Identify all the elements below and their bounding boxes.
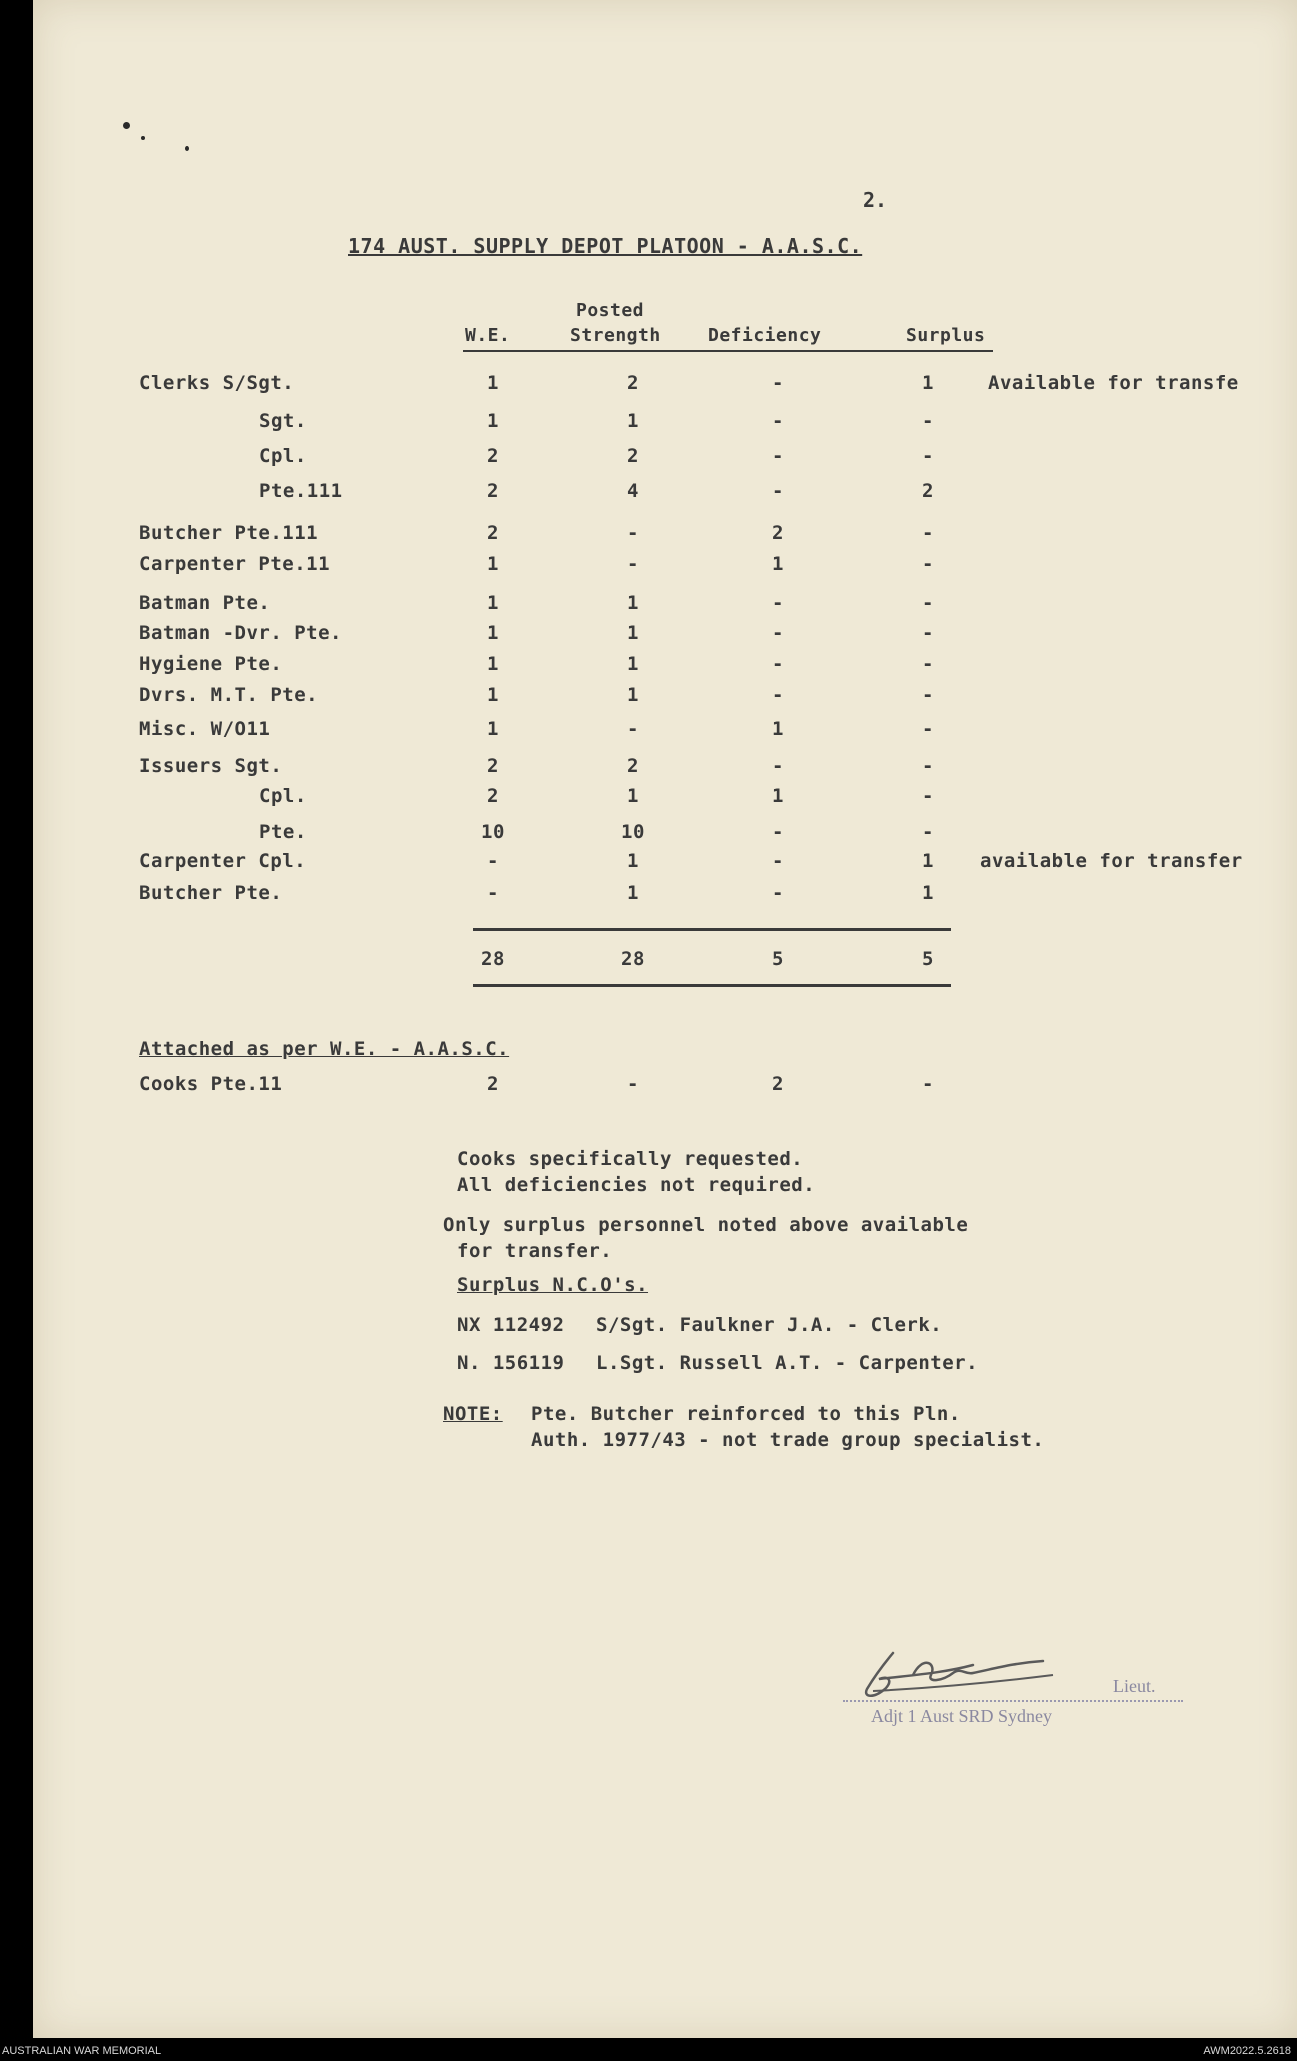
row-deficiency: 1 xyxy=(772,785,784,807)
row-we: - xyxy=(487,882,499,904)
row-label: Butcher Pte. xyxy=(139,882,283,904)
row-posted: 1 xyxy=(627,653,639,675)
row-surplus: - xyxy=(922,755,934,777)
header-we: W.E. xyxy=(465,325,511,346)
row-surplus: - xyxy=(922,684,934,706)
row-we: 2 xyxy=(487,755,499,777)
totals-top-rule xyxy=(473,928,951,931)
row-deficiency: - xyxy=(772,410,784,432)
row-we: 2 xyxy=(487,480,499,502)
row-posted: 1 xyxy=(627,785,639,807)
row-we: 1 xyxy=(487,592,499,614)
row-deficiency: - xyxy=(772,480,784,502)
row-deficiency: - xyxy=(772,684,784,706)
row-label: Sgt. xyxy=(259,410,307,432)
row-surplus: - xyxy=(922,718,934,740)
attached-we: 2 xyxy=(487,1073,499,1095)
row-posted: 2 xyxy=(627,372,639,394)
attached-surplus: - xyxy=(922,1073,934,1095)
row-label: Batman Pte. xyxy=(139,592,271,614)
nco1-number: NX 112492 xyxy=(457,1314,565,1336)
row-surplus: - xyxy=(922,653,934,675)
row-deficiency: - xyxy=(772,821,784,843)
row-we: - xyxy=(487,850,499,872)
handwritten-signature xyxy=(853,1645,1133,1705)
row-surplus: - xyxy=(922,522,934,544)
row-label: Carpenter Cpl. xyxy=(139,850,307,872)
note-surplus-line2: for transfer. xyxy=(457,1240,613,1262)
attached-posted: - xyxy=(627,1073,639,1095)
row-surplus: - xyxy=(922,821,934,843)
ink-speck xyxy=(185,146,189,151)
header-posted-bottom: Strength xyxy=(570,325,661,346)
row-we: 10 xyxy=(481,821,505,843)
row-label: Carpenter Pte.11 xyxy=(139,553,331,575)
row-note: Available for transfe xyxy=(988,372,1239,394)
footer-reference: AWM2022.5.2618 xyxy=(1203,2045,1291,2057)
row-label: Clerks S/Sgt. xyxy=(139,372,295,394)
row-label: Pte.111 xyxy=(259,480,343,502)
stamp-rank: Lieut. xyxy=(1113,1676,1156,1696)
row-posted: - xyxy=(627,718,639,740)
ink-speck xyxy=(141,136,145,140)
row-deficiency: 1 xyxy=(772,553,784,575)
note-line1: Pte. Butcher reinforced to this Pln. xyxy=(531,1403,961,1425)
attached-heading: Attached as per W.E. - A.A.S.C. xyxy=(139,1038,510,1060)
document-page xyxy=(33,0,1297,2038)
nco1-name: S/Sgt. Faulkner J.A. - Clerk. xyxy=(596,1314,943,1336)
row-deficiency: 2 xyxy=(772,522,784,544)
row-surplus: - xyxy=(922,553,934,575)
row-deficiency: - xyxy=(772,755,784,777)
row-deficiency: - xyxy=(772,882,784,904)
row-posted: 1 xyxy=(627,882,639,904)
row-surplus: - xyxy=(922,592,934,614)
row-deficiency: - xyxy=(772,653,784,675)
row-we: 2 xyxy=(487,522,499,544)
row-deficiency: - xyxy=(772,592,784,614)
row-label: Butcher Pte.111 xyxy=(139,522,319,544)
row-surplus: - xyxy=(922,410,934,432)
row-posted: 1 xyxy=(627,684,639,706)
page-number: 2. xyxy=(863,188,888,212)
note-deficiencies: All deficiencies not required. xyxy=(457,1174,816,1196)
row-posted: 4 xyxy=(627,480,639,502)
row-surplus: 1 xyxy=(922,850,934,872)
surplus-nco-heading: Surplus N.C.O's. xyxy=(457,1274,649,1296)
header-deficiency: Deficiency xyxy=(708,325,822,346)
attached-deficiency: 2 xyxy=(772,1073,784,1095)
row-surplus: 2 xyxy=(922,480,934,502)
row-we: 2 xyxy=(487,445,499,467)
row-label: Dvrs. M.T. Pte. xyxy=(139,684,319,706)
total-surplus: 5 xyxy=(922,948,934,970)
ink-speck xyxy=(123,122,130,129)
note-surplus-line1: Only surplus personnel noted above available xyxy=(443,1214,969,1236)
header-surplus: Surplus xyxy=(906,325,986,346)
nco2-number: N. 156119 xyxy=(457,1352,565,1374)
row-posted: 2 xyxy=(627,445,639,467)
row-label: Pte. xyxy=(259,821,307,843)
row-surplus: 1 xyxy=(922,882,934,904)
row-label: Cpl. xyxy=(259,785,307,807)
row-posted: 1 xyxy=(627,410,639,432)
header-posted-top: Posted xyxy=(576,300,645,321)
row-we: 2 xyxy=(487,785,499,807)
totals-bottom-rule xyxy=(473,984,951,987)
row-deficiency: - xyxy=(772,372,784,394)
row-deficiency: - xyxy=(772,850,784,872)
row-we: 1 xyxy=(487,718,499,740)
row-we: 1 xyxy=(487,410,499,432)
document-title: 174 AUST. SUPPLY DEPOT PLATOON - A.A.S.C. xyxy=(348,234,863,258)
row-we: 1 xyxy=(487,653,499,675)
row-deficiency: 1 xyxy=(772,718,784,740)
total-deficiency: 5 xyxy=(772,948,784,970)
row-we: 1 xyxy=(487,553,499,575)
row-label: Misc. W/O11 xyxy=(139,718,271,740)
stamp-role: Adjt 1 Aust SRD Sydney xyxy=(871,1706,1053,1726)
row-posted: 10 xyxy=(621,821,645,843)
row-we: 1 xyxy=(487,622,499,644)
total-we: 28 xyxy=(481,948,505,970)
row-we: 1 xyxy=(487,372,499,394)
stamp-dotted-line xyxy=(843,1700,1183,1703)
row-surplus: - xyxy=(922,785,934,807)
archive-footer xyxy=(0,2042,1297,2061)
row-surplus: 1 xyxy=(922,372,934,394)
row-deficiency: - xyxy=(772,445,784,467)
row-posted: 2 xyxy=(627,755,639,777)
footer-institution: AUSTRALIAN WAR MEMORIAL xyxy=(2,2045,162,2057)
row-surplus: - xyxy=(922,622,934,644)
note-line2: Auth. 1977/43 - not trade group specialist. xyxy=(531,1429,1045,1451)
nco2-name: L.Sgt. Russell A.T. - Carpenter. xyxy=(596,1352,979,1374)
total-posted: 28 xyxy=(621,948,645,970)
row-label: Issuers Sgt. xyxy=(139,755,283,777)
note-cooks-requested: Cooks specifically requested. xyxy=(457,1148,804,1170)
row-label: Hygiene Pte. xyxy=(139,653,283,675)
note-label: NOTE: xyxy=(443,1403,503,1425)
row-label: Batman -Dvr. Pte. xyxy=(139,622,342,644)
row-posted: 1 xyxy=(627,592,639,614)
row-posted: 1 xyxy=(627,850,639,872)
row-we: 1 xyxy=(487,684,499,706)
row-posted: 1 xyxy=(627,622,639,644)
attached-label: Cooks Pte.11 xyxy=(139,1073,283,1095)
row-deficiency: - xyxy=(772,622,784,644)
header-rule xyxy=(463,350,993,352)
row-label: Cpl. xyxy=(259,445,307,467)
row-posted: - xyxy=(627,553,639,575)
row-note: available for transfer xyxy=(980,850,1243,872)
row-surplus: - xyxy=(922,445,934,467)
row-posted: - xyxy=(627,522,639,544)
